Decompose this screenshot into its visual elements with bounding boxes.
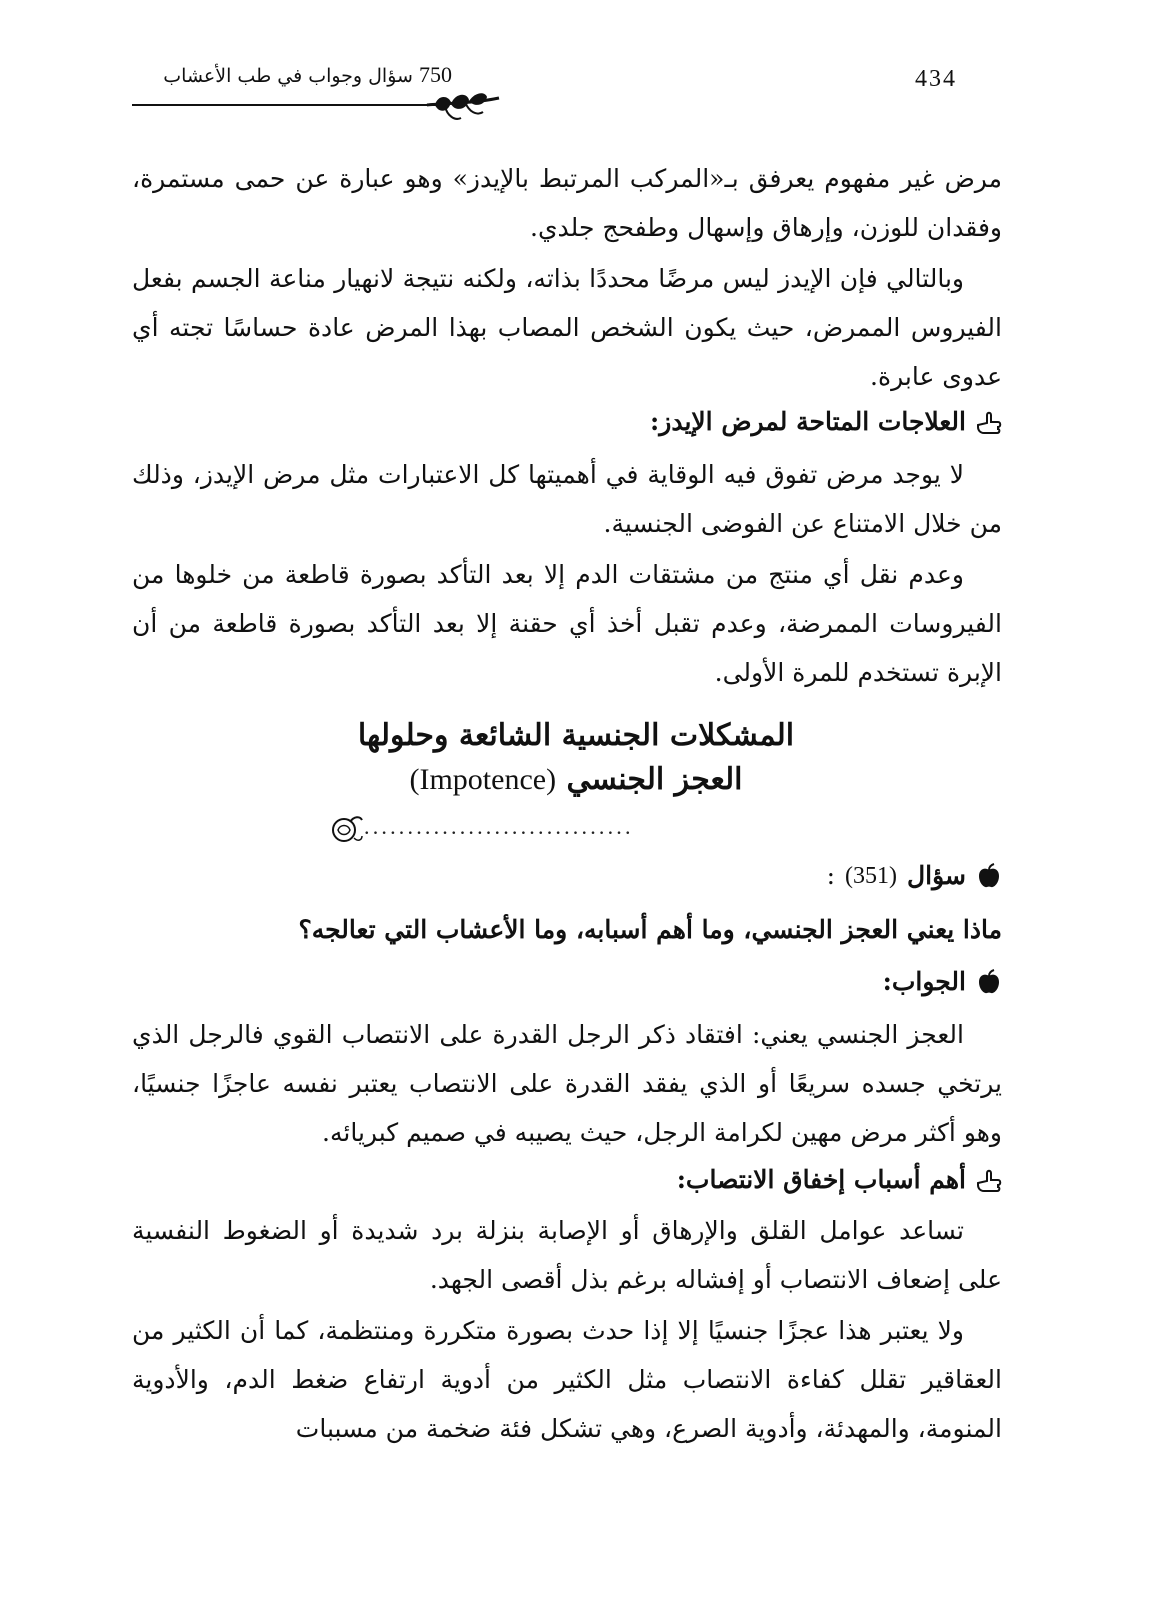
hand-pointer-icon [976, 409, 1002, 435]
question-word: سؤال [907, 861, 966, 890]
paragraph-6: تساعد عوامل القلق والإرهاق أو الإصابة بنزلة برد شديدة أو الضغوط النفسية على إضعاف الانتصاب أو إفشاله برغم بذل أقصى الجهد. [132, 1216, 1002, 1294]
page-number: 434 [915, 66, 957, 92]
apple-bullet-icon [976, 969, 1002, 995]
leaf-ornament-icon [425, 88, 501, 124]
running-header [163, 62, 452, 88]
apple-bullet-icon [976, 863, 1002, 889]
section-subtitle-ar: العجز الجنسي [566, 762, 743, 797]
subheading-treatments [650, 402, 1002, 442]
question-text: ماذا يعني العجز الجنسي، وما أهم أسبابه، وما الأعشاب التي تعالجه؟ [298, 915, 1002, 944]
book-number: 750 [419, 62, 452, 87]
book-title: سؤال وجواب في طب الأعشاب [163, 65, 413, 87]
paragraph-7: ولا يعتبر هذا عجزًا جنسيًا إلا إذا حدث بصورة متكررة ومنتظمة، كما أن الكثير من العقاقير تقلل كفاءة الانتصاب مثل الكثير من أدوية ارتفاع ضغط الدم، والأدوية المنومة، والمهدئة، وأدوية الصرع، وهي تشكل فئة ضخمة من مسببات [132, 1316, 1002, 1443]
answer-label [883, 962, 1002, 1002]
section-subtitle-en: (Impotence) [409, 763, 557, 796]
paragraph-4: وعدم نقل أي منتج من مشتقات الدم إلا بعد التأكد بصورة قاطعة من خلوها من الفيروسات الممرضة، وعدم تقبل أخذ أي حقنة إلا بعد التأكد بصورة قاطعة من أن الإبرة تستخدم للمرة الأولى. [132, 560, 1002, 687]
paragraph-1: مرض غير مفهوم يعرفق بـ«المركب المرتبط بالإيدز» وهو عبارة عن حمى مستمرة، وفقدان للوزن، وإرهاق وإسهال وطفحج جلدي. [132, 164, 1002, 242]
subheading-causes-text: أهم أسباب إخفاق الانتصاب: [676, 1165, 966, 1194]
answer-label-text: الجواب: [882, 967, 966, 996]
section-divider [328, 808, 798, 848]
dotted-line: ............................... [364, 814, 634, 839]
flower-ornament-icon [328, 812, 364, 846]
question-label [827, 856, 1002, 896]
section-subtitle [0, 762, 1152, 797]
question-number: (351) [845, 863, 898, 889]
paragraph-2: وبالتالي فإن الإيدز ليس مرضًا محددًا بذاته، ولكنه نتيجة لانهيار مناعة الجسم بفعل الفيروس الممرض، حيث يكون الشخص المصاب بهذا المرض عادة حساسًا تجته أي عدوى عابرة. [132, 264, 1002, 391]
header-rule [132, 104, 442, 106]
section-title: المشكلات الجنسية الشائعة وحلولها [357, 718, 795, 753]
paragraph-3: لا يوجد مرض تفوق فيه الوقاية في أهميتها كل الاعتبارات مثل مرض الإيدز، وذلك من خلال الامتناع عن الفوضى الجنسية. [132, 460, 1002, 538]
subheading-treatments-text: العلاجات المتاحة لمرض الإيدز: [650, 407, 966, 436]
question-colon: : [826, 861, 836, 890]
hand-pointer-icon [976, 1167, 1002, 1193]
paragraph-5: العجز الجنسي يعني: افتقاد ذكر الرجل القدرة على الانتصاب القوي فالرجل الذي يرتخي جسده سريعًا أو الذي يفقد القدرة على الانتصاب يعتبر نفسه عاجزًا جنسيًا، وهو أكثر مرض مهين لكرامة الرجل، حيث يصيبه في صميم كبريائه. [132, 1020, 1002, 1147]
subheading-causes [677, 1160, 1002, 1200]
